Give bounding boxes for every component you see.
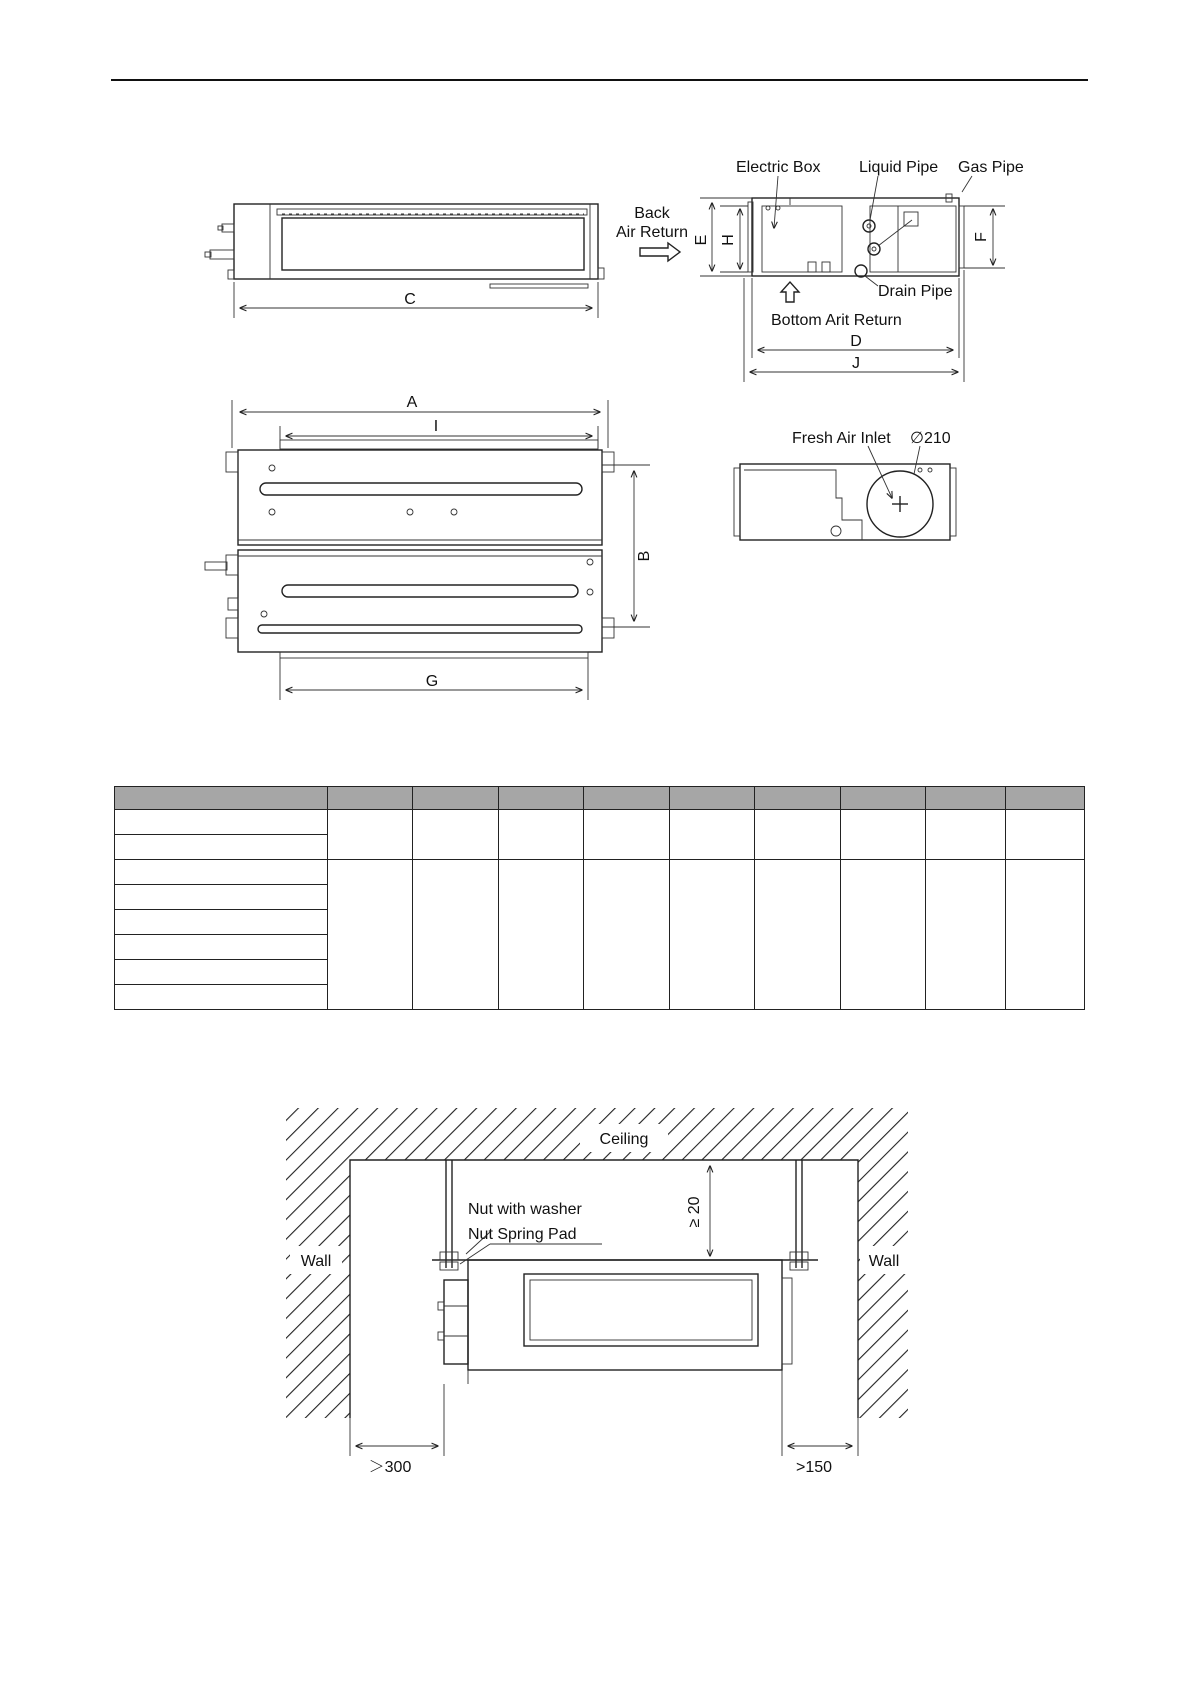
table-cell (669, 860, 754, 1010)
table-cell (925, 810, 1005, 860)
unit-bottom-view (205, 394, 653, 700)
table-cell (498, 860, 583, 1010)
dim-h-label: H (720, 234, 737, 246)
dim-j-label: J (852, 355, 860, 372)
table-cell (584, 860, 669, 1010)
fresh-air-diameter-label: ∅210 (910, 430, 951, 447)
table-cell (755, 810, 840, 860)
table-cell (115, 910, 328, 935)
ceiling-label: Ceiling (599, 1131, 649, 1148)
fresh-air-view (734, 430, 956, 540)
table-cell (413, 810, 498, 860)
dimension-table (114, 786, 1085, 1010)
table-cell (115, 885, 328, 910)
dim-a-label: A (406, 394, 418, 411)
table-cell (669, 810, 754, 860)
nut-spring-pad-label: Nut Spring Pad (468, 1226, 577, 1243)
table-cell (840, 810, 925, 860)
electric-box-label: Electric Box (736, 159, 821, 176)
table-cell (115, 835, 328, 860)
clearance-top-label: ≥ 20 (686, 1196, 703, 1228)
table-row (115, 810, 1085, 835)
table-cell (755, 860, 840, 1010)
wall-right-label: Wall (868, 1253, 900, 1270)
dim-f-label: F (973, 232, 990, 242)
nut-washer-label: Nut with washer (468, 1201, 582, 1218)
table-header-cell (584, 787, 669, 810)
dim-g-label: G (425, 673, 439, 690)
dim-i-label: I (433, 418, 439, 435)
back-air-arrow-icon (640, 243, 680, 261)
table-cell (115, 935, 328, 960)
liquid-pipe-label: Liquid Pipe (859, 159, 939, 176)
gas-pipe-label: Gas Pipe (958, 159, 1024, 176)
bottom-air-return-label: Bottom Arit Return (771, 312, 902, 329)
table-cell (328, 860, 413, 1010)
back-air-return-label-2: Air Return (615, 224, 689, 241)
table-cell (498, 810, 583, 860)
back-air-return-label-1: Back (634, 205, 670, 222)
table-cell (1006, 810, 1085, 860)
table-cell (1006, 860, 1085, 1010)
table-header-cell (755, 787, 840, 810)
unit-side-view (693, 159, 1024, 382)
clearance-left-label: ＞300 (368, 1459, 412, 1476)
table-header-cell (925, 787, 1005, 810)
table-header-cell (328, 787, 413, 810)
drain-pipe-label: Drain Pipe (878, 283, 953, 300)
wall-left-label: Wall (300, 1253, 332, 1270)
back-air-return-callout (616, 205, 688, 261)
table-header-row (115, 787, 1085, 810)
unit-top-view (205, 204, 604, 318)
dim-d-label: D (850, 333, 862, 350)
table-header-cell (115, 787, 328, 810)
dim-e-label: E (693, 234, 710, 246)
table-cell (115, 985, 328, 1010)
table-cell (115, 960, 328, 985)
table-cell (115, 860, 328, 885)
fresh-air-inlet-label: Fresh Air Inlet (792, 430, 891, 447)
table-header-cell (1006, 787, 1085, 810)
table-cell (840, 860, 925, 1010)
table-header-cell (840, 787, 925, 810)
installation-diagram (286, 1108, 908, 1476)
clearance-right-label: >150 (795, 1459, 833, 1476)
table-cell (925, 860, 1005, 1010)
table-cell (584, 810, 669, 860)
table-cell (115, 810, 328, 835)
table-cell (328, 810, 413, 860)
bottom-air-arrow-icon (781, 282, 799, 302)
dim-c-label: C (404, 291, 416, 308)
dim-b-label: B (636, 550, 653, 562)
table-header-cell (498, 787, 583, 810)
table-header-cell (669, 787, 754, 810)
table-header-cell (413, 787, 498, 810)
table-row (115, 860, 1085, 885)
table-cell (413, 860, 498, 1010)
